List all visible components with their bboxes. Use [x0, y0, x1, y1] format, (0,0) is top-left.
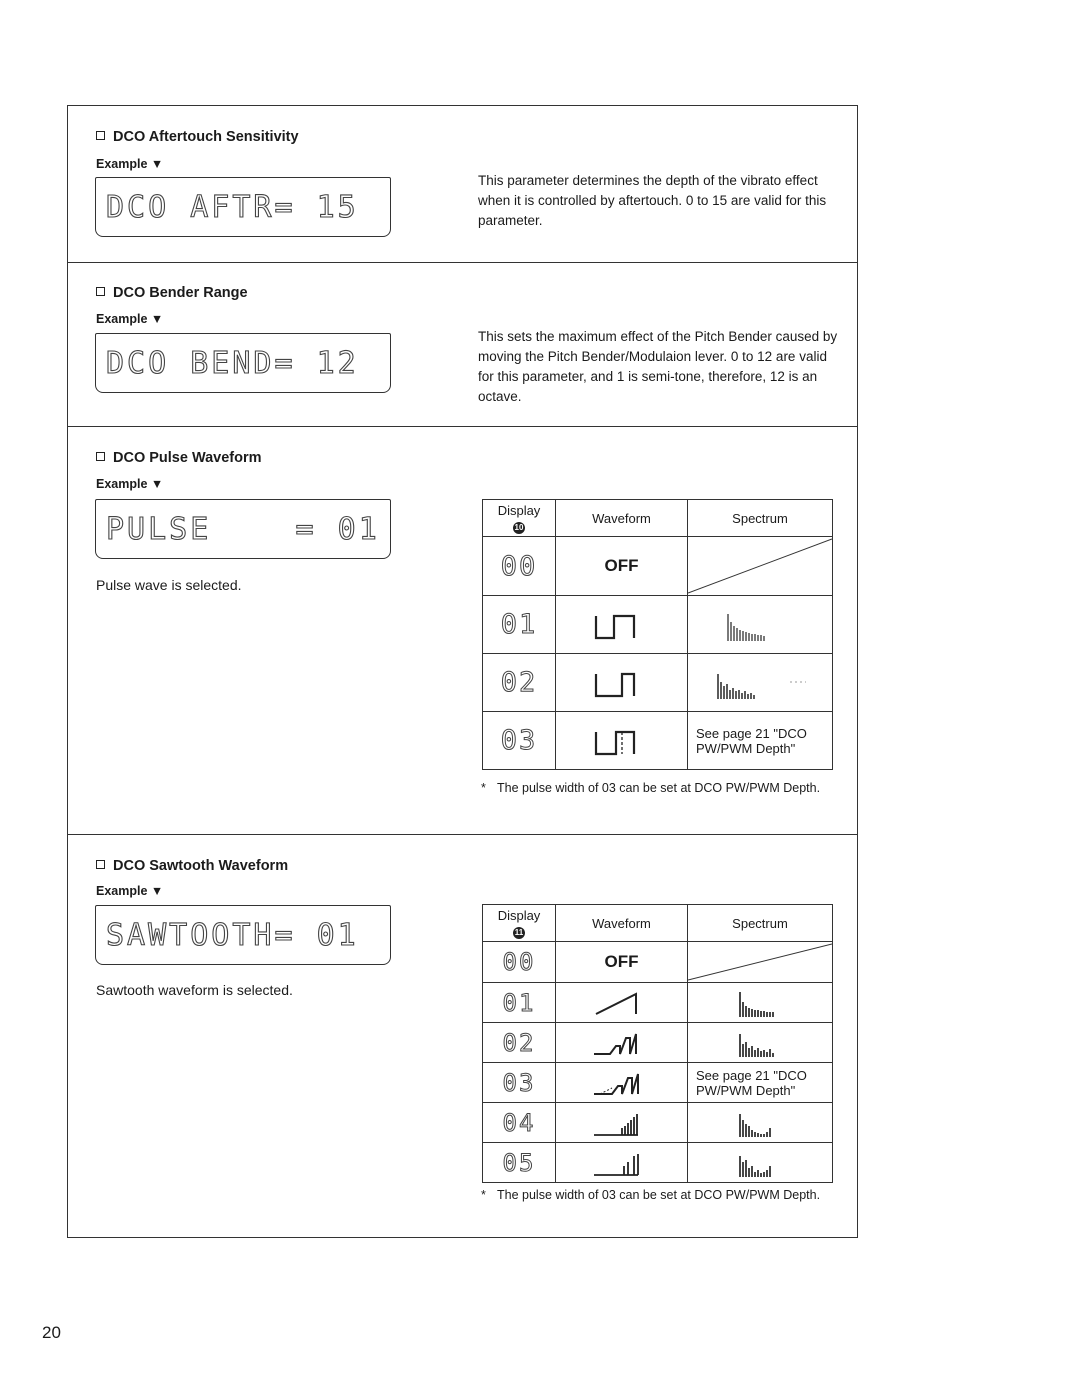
spectrum-bars-icon: [720, 988, 800, 1018]
spectrum-cell: [688, 1103, 833, 1143]
spectrum-cell: [688, 654, 833, 712]
aftertouch-heading: DCO Aftertouch Sensitivity: [96, 129, 299, 145]
pulse-section: [68, 426, 857, 834]
waveform-cell: [556, 712, 688, 770]
spectrum-cell: [688, 942, 833, 983]
sawtooth-waveform-table: [482, 904, 833, 1183]
pulse-footnote: [481, 780, 841, 797]
display-value: 01: [483, 596, 556, 654]
spectrum-column-header: Spectrum: [688, 905, 833, 942]
pulse-lcd-display: [95, 499, 391, 559]
spectrum-cell: [688, 596, 833, 654]
waveform-column-header: Waveform: [556, 500, 688, 537]
display-value: 05: [483, 1143, 556, 1183]
aftertouch-lcd-text: DCO AFTR= 15: [106, 190, 359, 225]
waveform-cell: [556, 1063, 688, 1103]
aftertouch-section: [68, 106, 857, 262]
dense-saw-pulse-wave-icon: [592, 1108, 652, 1138]
display-value: 02: [483, 1023, 556, 1063]
flat-spectrum-diagonal: [688, 537, 832, 595]
bender-description: This sets the maximum effect of the Pitch Bender caused by moving the Pitch Bender/Modulaion lever. 0 to 12 are valid for this parameter, and 1 is semi-tone, therefore, 12 is an octave.: [478, 329, 838, 404]
waveform-off-label: OFF: [556, 537, 688, 596]
pulse-lcd-text: PULSE = 01: [106, 512, 380, 547]
display-value: 00: [483, 537, 556, 596]
bender-heading: DCO Bender Range: [96, 285, 248, 301]
spectrum-bars-icon: [720, 608, 800, 642]
table-row: [483, 712, 833, 770]
checkbox-icon: [96, 131, 105, 140]
sawtooth-lcd-display: [95, 905, 391, 965]
sawtooth-caption: Sawtooth waveform is selected.: [96, 982, 293, 998]
bender-lcd-text: DCO BEND= 12: [106, 346, 359, 381]
spectrum-cell: [688, 1023, 833, 1063]
pulse-waveform-table: [482, 499, 833, 770]
checkbox-icon: [96, 287, 105, 296]
sawtooth-wave-icon: [592, 988, 652, 1018]
bender-example-label: Example ▼: [96, 312, 164, 326]
footnote-text: The pulse width of 03 can be set at DCO PW/PWM Depth.: [497, 1188, 821, 1202]
spectrum-cell: [688, 983, 833, 1023]
table-row: [483, 1063, 833, 1103]
display-value: 02: [483, 654, 556, 712]
waveform-cell: [556, 983, 688, 1023]
callout-marker-icon: 11: [514, 927, 524, 937]
spectrum-reference-note: See page 21 "DCO PW/PWM Depth": [688, 1063, 833, 1103]
table-row: [483, 942, 833, 983]
display-value: 01: [483, 983, 556, 1023]
waveform-cell: [556, 1023, 688, 1063]
checkbox-icon: [96, 860, 105, 869]
pulse-caption: Pulse wave is selected.: [96, 577, 242, 593]
bender-lcd-display: [95, 333, 391, 393]
flat-spectrum-diagonal: [688, 942, 832, 982]
sawtooth-lcd-text: SAWTOOTH= 01: [106, 918, 359, 953]
waveform-cell: [556, 596, 688, 654]
page-number: 20: [42, 1323, 61, 1342]
checkbox-icon: [96, 452, 105, 461]
sawtooth-example-label: Example ▼: [96, 884, 164, 898]
spectrum-reference-note: See page 21 "DCO PW/PWM Depth": [688, 712, 833, 770]
table-header-row: [483, 905, 833, 942]
table-row: [483, 983, 833, 1023]
aftertouch-description: This parameter determines the depth of the vibrato effect when it is controlled by aftertouch. 0 to 15 are valid for this parameter.: [478, 173, 827, 228]
narrow-pulse-wave-icon: [592, 666, 652, 700]
spectrum-bars-icon: [720, 1108, 800, 1138]
table-row: [483, 654, 833, 712]
display-column-header: Display 10: [483, 500, 556, 537]
display-value: 03: [483, 1063, 556, 1103]
spectrum-cell: [688, 1143, 833, 1183]
aftertouch-lcd-display: [95, 177, 391, 237]
spectrum-cell: [688, 537, 833, 596]
footnote-asterisk: *: [481, 781, 486, 795]
table-row: [483, 1023, 833, 1063]
variable-pulse-wave-icon: [592, 724, 652, 758]
spectrum-bars-icon: [710, 666, 810, 700]
waveform-cell: [556, 654, 688, 712]
sawtooth-heading: DCO Sawtooth Waveform: [96, 858, 288, 874]
table-header-row: [483, 500, 833, 537]
bender-section: [68, 262, 857, 426]
waveform-column-header: Waveform: [556, 905, 688, 942]
waveform-off-label: OFF: [556, 942, 688, 983]
display-column-header: Display 11: [483, 905, 556, 942]
display-value: 04: [483, 1103, 556, 1143]
display-value: 03: [483, 712, 556, 770]
sawtooth-section: [68, 834, 857, 1237]
display-value: 00: [483, 942, 556, 983]
pulse-heading: DCO Pulse Waveform: [96, 450, 262, 466]
table-row: [483, 596, 833, 654]
aftertouch-example-label: Example ▼: [96, 157, 164, 171]
page-frame: [67, 105, 858, 1238]
waveform-cell: [556, 1143, 688, 1183]
table-row: [483, 1103, 833, 1143]
variable-saw-pulse-wave-icon: [592, 1068, 652, 1098]
pulse-example-label: Example ▼: [96, 477, 164, 491]
callout-marker-icon: 10: [514, 522, 524, 532]
table-row: [483, 1143, 833, 1183]
saw-pulse-wave-icon: [592, 1028, 652, 1058]
spectrum-bars-icon: [720, 1028, 800, 1058]
footnote-text: The pulse width of 03 can be set at DCO PW/PWM Depth.: [497, 781, 821, 795]
table-row: [483, 537, 833, 596]
sparse-saw-pulse-wave-icon: [592, 1148, 652, 1178]
waveform-cell: [556, 1103, 688, 1143]
spectrum-column-header: Spectrum: [688, 500, 833, 537]
sawtooth-footnote: [481, 1187, 841, 1204]
footnote-asterisk: *: [481, 1188, 486, 1202]
square-wave-icon: [592, 608, 652, 642]
spectrum-bars-icon: [720, 1148, 800, 1178]
